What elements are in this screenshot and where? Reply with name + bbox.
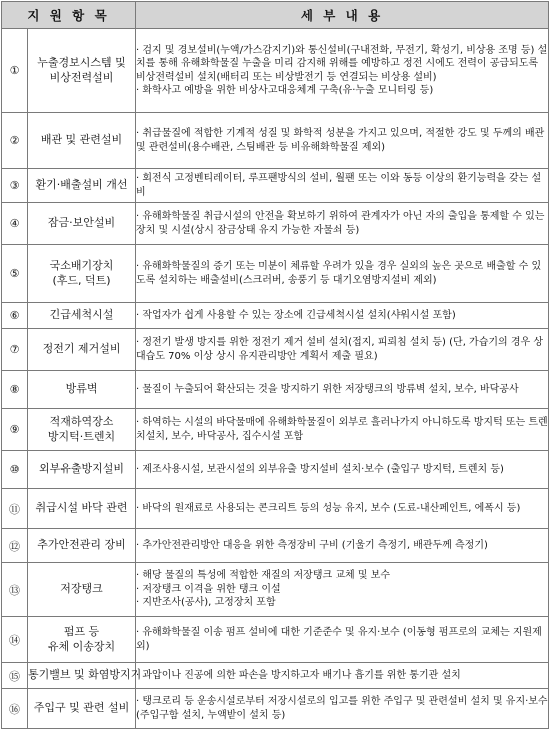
- support-item-cell: [28, 245, 136, 303]
- detail-bullet: · 물질이 누출되어 확산되는 것을 방지하기 위한 저장탱크의 방류벽 설치, 보수, 바닥공사: [136, 383, 519, 395]
- detail-cell: [136, 203, 549, 245]
- row-number: ⑪: [2, 489, 28, 529]
- detail-bullet: · 화학사고 예방을 위한 비상사고대응체계 구축(유·누출 모니터링 등): [136, 85, 434, 96]
- detail-cell: [136, 113, 549, 169]
- table-body: [2, 29, 549, 729]
- table-row: [2, 113, 549, 169]
- detail-bullet: · 검지 및 경보설비(누액/가스감지기)와 통신설비(구내전화, 무전기, 확성기, 비상용 조명 등) 설치를 통해 유해화학물질 누출을 미리 감지해 위해를 예방하고 정전 시에도 전력이 공급되도록 비상전력설비 설치(배터리 또는 비상발전기 등 연결되는 비상용 설비): [136, 44, 548, 83]
- row-number: ⑧: [2, 371, 28, 409]
- support-item-label: 주입구 및 관련 설비: [33, 701, 130, 715]
- row-number: ⑩: [2, 451, 28, 489]
- support-item-label: 국소배기장치: [49, 259, 114, 273]
- support-item-cell: [28, 563, 136, 617]
- support-item-label: 방류벽: [65, 382, 98, 396]
- detail-cell: [136, 529, 549, 563]
- support-item-cell: [28, 329, 136, 371]
- detail-cell: [136, 409, 549, 451]
- row-number: ⑤: [2, 245, 28, 303]
- detail-bullet: · 하역하는 시설의 바닥물매에 유해화학물질이 외부로 흘러나가지 아니하도록 방지턱 또는 트렌치설치, 보수, 바닥공사, 집수시설 포함: [136, 417, 548, 442]
- detail-cell: [136, 245, 549, 303]
- detail-bullet: · 지반조사(공사), 고정장치 포함: [136, 597, 276, 609]
- table-row: [2, 451, 549, 489]
- support-item-cell: [28, 169, 136, 203]
- support-item-cell: [28, 29, 136, 113]
- support-item-cell: [28, 113, 136, 169]
- support-item-label: 잠금·보안설비: [47, 216, 116, 230]
- detail-bullet: · 탱크로리 등 운송시설로부터 저장시설로의 입고를 위한 주입구 및 관련설비 설치 및 유지·보수(주입구함 설치, 누액받이 설치 등): [136, 696, 548, 721]
- detail-cell: [136, 29, 549, 113]
- row-number: ⑫: [2, 529, 28, 563]
- row-number: ⑥: [2, 303, 28, 329]
- row-number: ③: [2, 169, 28, 203]
- detail-cell: [136, 663, 549, 689]
- detail-bullet: · 회전식 고정벤티레이터, 루프팬방식의 설비, 월팬 또는 이와 동등 이상의 환기능력을 갖는 설비: [136, 173, 542, 198]
- header-detail: 세 부 내 용: [136, 2, 549, 29]
- support-item-cell: [28, 663, 142, 689]
- detail-cell: [136, 451, 549, 489]
- table-row: [2, 617, 549, 663]
- support-item-label: 유체 이송장치: [47, 639, 116, 653]
- table-row: [2, 303, 549, 329]
- row-number: ④: [2, 203, 28, 245]
- table-header-row: [2, 2, 549, 29]
- row-number: ②: [2, 113, 28, 169]
- detail-cell: [136, 617, 549, 663]
- detail-cell: [136, 303, 549, 329]
- row-number: ⑯: [2, 689, 28, 729]
- detail-bullet: · 제조사용시설, 보관시설의 외부유출 방지설비 설치·보수 (출입구 방지턱, 트렌치 등): [136, 463, 504, 475]
- row-number: ⑬: [2, 563, 28, 617]
- row-number: ①: [2, 29, 28, 113]
- support-item-label: 적재하역장소: [49, 415, 114, 429]
- detail-bullet: · 취급물질에 적합한 기계적 성질 및 화학적 성분을 가지고 있으며, 적절한 강도 및 두께의 배관 및 관련설비(용수배관, 스팀배관 등 비유해화학물질 제외): [136, 128, 545, 153]
- detail-cell: [136, 329, 549, 371]
- table-row: [2, 329, 549, 371]
- support-item-label: 정전기 제거설비: [42, 342, 121, 356]
- support-item-label: (후드, 덕트): [52, 273, 111, 287]
- row-number: ⑦: [2, 329, 28, 371]
- support-item-label: 누출경보시스템 및: [37, 56, 126, 70]
- detail-bullet: · 과압이나 진공에 의한 파손을 방지하고자 배기나 흡기를 위한 통기관 설치: [136, 669, 461, 681]
- table-row: [2, 245, 549, 303]
- support-item-label: 취급시설 바닥 관련: [35, 501, 128, 515]
- table-row: [2, 371, 549, 409]
- detail-bullet: · 유해화학물질 이송 펌프 설비에 대한 기준준수 및 유지·보수 (이동형 펌프로의 교체는 지원제외): [136, 627, 542, 652]
- detail-bullet: · 유해화학물질의 증기 또는 미분이 체류할 우려가 있을 경우 실외의 높은 곳으로 배출할 수 있도록 설치하는 배출설비(스크러버, 송풍기 등 대기오염방지설비 제외): [136, 261, 542, 286]
- table-row: [2, 169, 549, 203]
- row-number: ⑮: [2, 663, 28, 689]
- support-item-label: 통기밸브 및 화염방지기: [28, 668, 142, 682]
- support-item-cell: [28, 489, 136, 529]
- support-item-label: 추가안전관리 장비: [37, 538, 126, 552]
- table-row: [2, 29, 549, 113]
- support-item-cell: [28, 529, 136, 563]
- support-item-label: 배관 및 관련설비: [40, 133, 123, 147]
- support-item-label: 저장탱크: [60, 582, 103, 596]
- support-item-cell: [28, 371, 136, 409]
- support-item-cell: [28, 689, 136, 729]
- support-item-cell: [28, 303, 136, 329]
- table-row: [2, 663, 549, 689]
- detail-bullet: · 해당 물질의 특성에 적합한 재질의 저장탱크 교체 및 보수: [136, 570, 390, 582]
- detail-cell: [136, 563, 549, 617]
- detail-bullet: · 추가안전관리방안 대응을 위한 측정장비 구비 (기울기 측정기, 배관두께 측정기): [136, 539, 488, 551]
- support-item-cell: [28, 409, 136, 451]
- detail-bullet: · 유해화학물질 취급시설의 안전을 확보하기 위하여 관계자가 아닌 자의 출입을 통제할 수 있는 장치 및 시설(상시 잠금상태 유지 가능한 자물쇠 등): [136, 211, 545, 236]
- support-items-table: [1, 1, 549, 729]
- detail-bullet: · 작업자가 쉽게 사용할 수 있는 장소에 긴급세척시설 설치(샤워시설 포함): [136, 309, 456, 321]
- support-item-label: 비상전력설비: [49, 70, 114, 84]
- table-row: [2, 409, 549, 451]
- detail-cell: [136, 689, 549, 729]
- detail-cell: [136, 371, 549, 409]
- support-item-cell: [28, 451, 136, 489]
- table-row: [2, 563, 549, 617]
- support-item-label: 방지턱·트렌치: [47, 429, 116, 443]
- table-row: [2, 203, 549, 245]
- detail-bullet: · 정전기 발생 방지를 위한 정전기 제거 설비 설치(접지, 피뢰침 설치 등) (단, 가습기의 경우 상대습도 70% 이상 상시 유지관리방안 계획서 제출 필요): [136, 337, 544, 362]
- detail-bullet: · 바닥의 원재료로 사용되는 콘크리트 등의 성능 유지, 보수 (도료-내산페인트, 에폭시 등): [136, 502, 521, 514]
- detail-cell: [136, 169, 549, 203]
- row-number: ⑭: [2, 617, 28, 663]
- support-item-cell: [28, 617, 136, 663]
- detail-cell: [136, 489, 549, 529]
- table-row: [2, 689, 549, 729]
- detail-bullet: · 저장탱크 이격을 위한 탱크 이설: [136, 583, 281, 595]
- header-support-item: 지 원 항 목: [2, 2, 136, 29]
- support-item-label: 환기·배출설비 개선: [35, 178, 128, 192]
- support-item-label: 외부유출방지설비: [39, 462, 125, 476]
- table-row: [2, 529, 549, 563]
- table-row: [2, 489, 549, 529]
- support-item-label: 펌프 등: [63, 625, 100, 639]
- support-item-label: 긴급세척시설: [49, 308, 114, 322]
- row-number: ⑨: [2, 409, 28, 451]
- support-item-cell: [28, 203, 136, 245]
